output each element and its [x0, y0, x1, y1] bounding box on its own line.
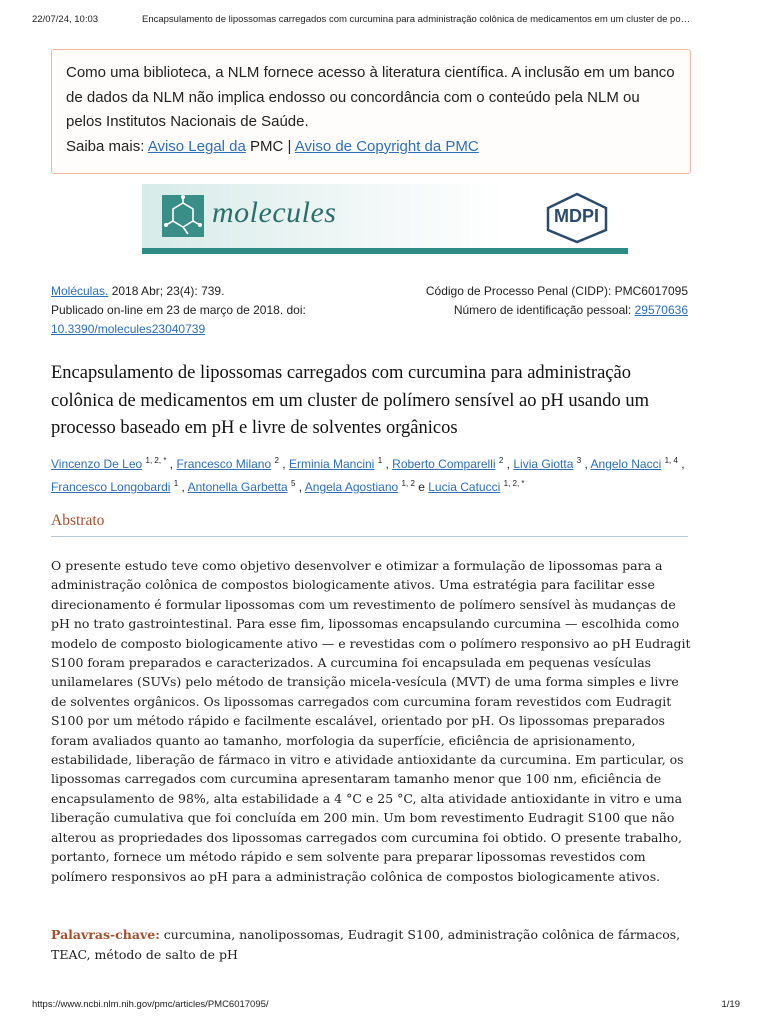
print-page-title: Encapsulamento de lipossomas carregados com curcumina para administração colônica de medicamentos em um cluster de po… — [142, 14, 691, 25]
journal-link[interactable]: Moléculas. — [51, 284, 109, 298]
print-page-number: 1/19 — [721, 999, 740, 1010]
author-separator: , — [382, 457, 393, 471]
author-affiliation: 5 — [290, 479, 296, 488]
keywords-section — [51, 925, 691, 965]
citation-right — [426, 282, 688, 320]
author-affiliation: 1 — [173, 479, 179, 488]
author-affiliation: 1, 4 — [664, 456, 678, 465]
author-separator: e — [414, 480, 429, 494]
doi-link[interactable]: 10.3390/molecules23040739 — [51, 322, 206, 336]
author-separator: , — [581, 457, 591, 471]
author-list — [51, 451, 691, 497]
journal-wordmark: molecules — [212, 196, 337, 229]
author-affiliation: 2 — [498, 456, 504, 465]
print-url: https://www.ncbi.nlm.nih.gov/pmc/articles/PMC6017095/ — [32, 999, 269, 1010]
pmc-separator: PMC | — [245, 137, 295, 155]
author-link[interactable]: Angela Agostiano — [304, 480, 399, 494]
keywords-label: Palavras-chave: — [51, 927, 160, 942]
journal-banner[interactable] — [142, 184, 628, 254]
published-date: Publicado on-line em 23 de março de 2018. doi: — [51, 303, 306, 317]
author-affiliation: 3 — [576, 456, 582, 465]
abstract-text: O presente estudo teve como objetivo desenvolver e otimizar a formulação de lipossomas para a administração colônica de compostos biologicamente ativos. Uma estratégia para facilitar esse direcionamento é formular lipossomas com um revestimento de polímero sensível às mudanças de pH no trato gastrointestinal. Para esse fim, lipossomas encapsulando curcumina — escolhida como modelo de composto biologicamente ativo — e revestidas com o polímero responsivo ao pH Eudragit S100 foram preparados e caracterizados. A curcumina foi encapsulada em pequenas vesículas unilamelares (SUVs) pelo método de transição micela-vesícula (MVT) de uma forma simples e livre de solventes orgânicos. Os lipossomas carregados com curcumina foram revestidos com Eudragit S100 por um método rápido e facilmente escalável, orientado por pH. Os lipossomas preparados foram avaliados quanto ao tamanho, morfologia da superfície, eficiência de aprisionamento, estabilidade, liberação de fármaco in vitro e atividade antioxidante da curcumina. Em particular, os lipossomas carregados com curcumina apresentaram tamanho menor que 100 nm, eficiência de encapsulamento de 98%, alta estabilidade a 4 °C e 25 °C, alta atividade antioxidante in vitro e uma liberação cumulativa que foi concluída em 200 min. Um bom revestimento Eudragit S100 que não alterou as propriedades dos lipossomas carregados com curcumina foi obtido. O presente trabalho, portanto, fornece um método rápido e sem solvente para preparar lipossomas revestidos com polímero responsivos ao pH para a administração colônica de compostos biologicamente ativos. — [51, 558, 691, 884]
author-separator: , — [178, 480, 188, 494]
copyright-notice-link[interactable]: Aviso de Copyright da PMC — [294, 137, 479, 155]
author-link[interactable]: Roberto Comparelli — [392, 457, 496, 471]
keywords-text: curcumina, nanolipossomas, Eudragit S100, administração colônica de fármacos, TEAC, método de salto de pH — [51, 927, 681, 962]
citation-text: 2018 Abr; 23(4): 739. — [108, 284, 225, 298]
pmid-link[interactable]: 29570636 — [634, 303, 688, 317]
author-separator: , — [503, 457, 514, 471]
pmid-label: Número de identificação pessoal: — [453, 303, 635, 317]
print-footer — [32, 999, 740, 1010]
author-affiliation: 1, 2, * — [145, 456, 167, 465]
banner-stripe — [142, 248, 628, 254]
author-separator: , — [295, 480, 305, 494]
author-affiliation: 1, 2 — [401, 479, 415, 488]
author-affiliation: 2 — [274, 456, 279, 465]
author-separator: , — [166, 457, 177, 471]
author-affiliation: 1 — [377, 456, 383, 465]
author-separator: , — [278, 457, 289, 471]
author-link[interactable]: Francesco Milano — [176, 457, 272, 471]
article-title: Encapsulamento de lipossomas carregados com curcumina para administração colônica de medicamentos em um cluster de polímero sensível ao pH usando um processo baseado em pH e livre de solventes orgânicos — [51, 363, 650, 438]
learn-more-prefix: Saiba mais: — [66, 137, 148, 155]
citation-left — [51, 282, 381, 339]
author-link[interactable]: Lucia Catucci — [428, 480, 501, 494]
author-link[interactable]: Vincenzo De Leo — [51, 457, 143, 471]
notice-text: Como uma biblioteca, a NLM fornece acesso à literatura científica. A inclusão em um banco de dados da NLM não implica endosso ou concordância com o conteúdo pela NLM ou pelos Institutos Nacionais de Saúde. — [66, 64, 675, 130]
author-affiliation: 1, 2, * — [503, 479, 525, 488]
author-link[interactable]: Erminia Mancini — [288, 457, 375, 471]
molecules-logo-icon — [162, 195, 204, 237]
abstract-heading: Abstrato — [51, 512, 688, 537]
author-link[interactable]: Angelo Nacci — [590, 457, 662, 471]
nlm-notice-box — [51, 49, 691, 174]
pmcid-text: Código de Processo Penal (CIDP): PMC6017095 — [425, 284, 688, 298]
publisher-logo-text: MDPI — [554, 206, 599, 226]
author-link[interactable]: Livia Giotta — [513, 457, 574, 471]
legal-notice-link[interactable]: Aviso Legal da — [147, 137, 246, 155]
author-link[interactable]: Antonella Garbetta — [187, 480, 288, 494]
author-link[interactable]: Francesco Longobardi — [51, 480, 171, 494]
print-date: 22/07/24, 10:03 — [32, 14, 99, 25]
author-separator: , — [677, 457, 685, 471]
